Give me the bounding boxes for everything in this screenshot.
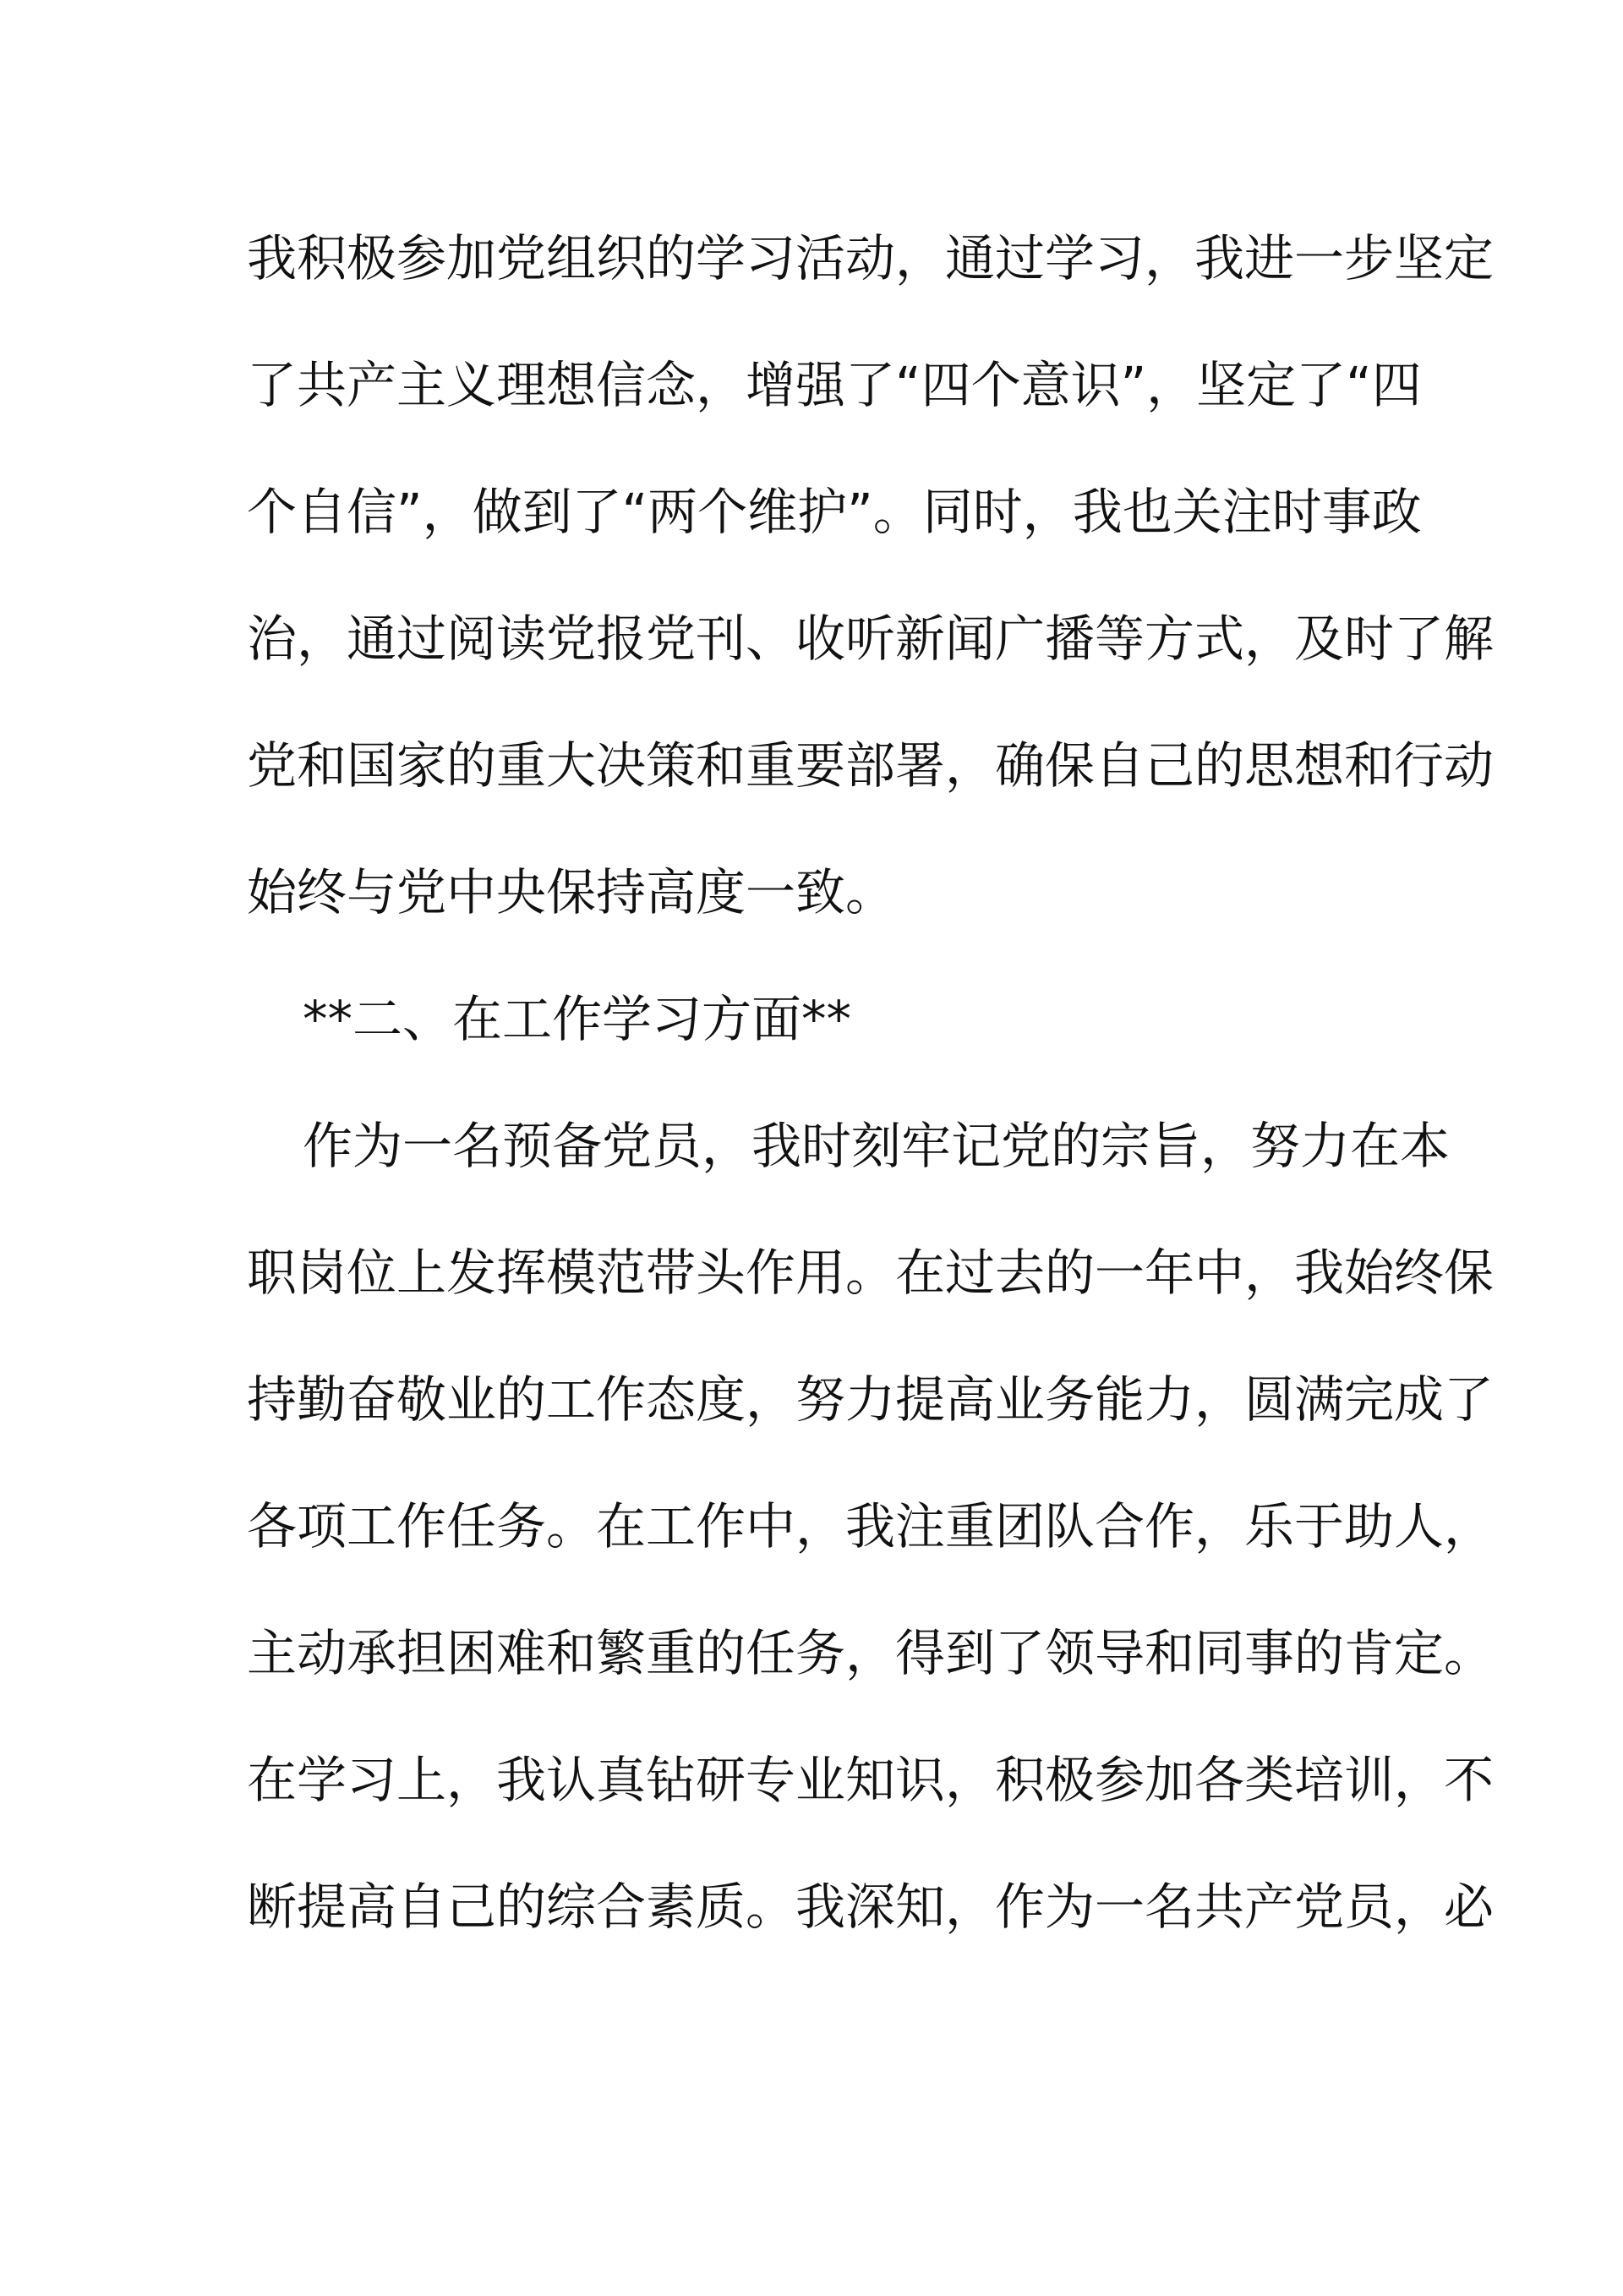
text-line: 始终与党中央保持高度一致。 — [247, 863, 896, 921]
section-heading: **二、在工作学习方面** — [303, 990, 852, 1048]
text-line: 了共产主义理想信念，增强了“四个意识”，坚定了“四 — [247, 356, 1422, 414]
text-line: 断提高自己的综合素质。我深知，作为一名共产党员，必 — [247, 1878, 1495, 1936]
text-line: 党和国家的重大决策和重要部署，确保自己的思想和行动 — [247, 736, 1495, 795]
text-line: 在学习上，我认真钻研专业知识，积极参加各类培训，不 — [247, 1751, 1495, 1809]
text-line: 持勤奋敬业的工作态度，努力提高业务能力，圆满完成了 — [247, 1370, 1495, 1429]
text-line: 作为一名预备党员，我时刻牢记党的宗旨，努力在本 — [303, 1117, 1451, 1175]
text-line: 我积极参加党组织的学习活动，通过学习，我进一步坚定 — [247, 229, 1495, 287]
text-line: 主动承担困难和繁重的任务，得到了领导和同事的肯定。 — [247, 1624, 1495, 1682]
text-line: 个自信”，做到了“两个维护”。同时，我也关注时事政 — [247, 483, 1422, 541]
text-line: 职岗位上发挥模范带头作用。在过去的一年中，我始终保 — [247, 1244, 1495, 1302]
text-line: 治，通过阅读党报党刊、收听新闻广播等方式，及时了解 — [247, 610, 1495, 668]
text-line: 各项工作任务。在工作中，我注重团队合作，乐于助人， — [247, 1497, 1495, 1555]
